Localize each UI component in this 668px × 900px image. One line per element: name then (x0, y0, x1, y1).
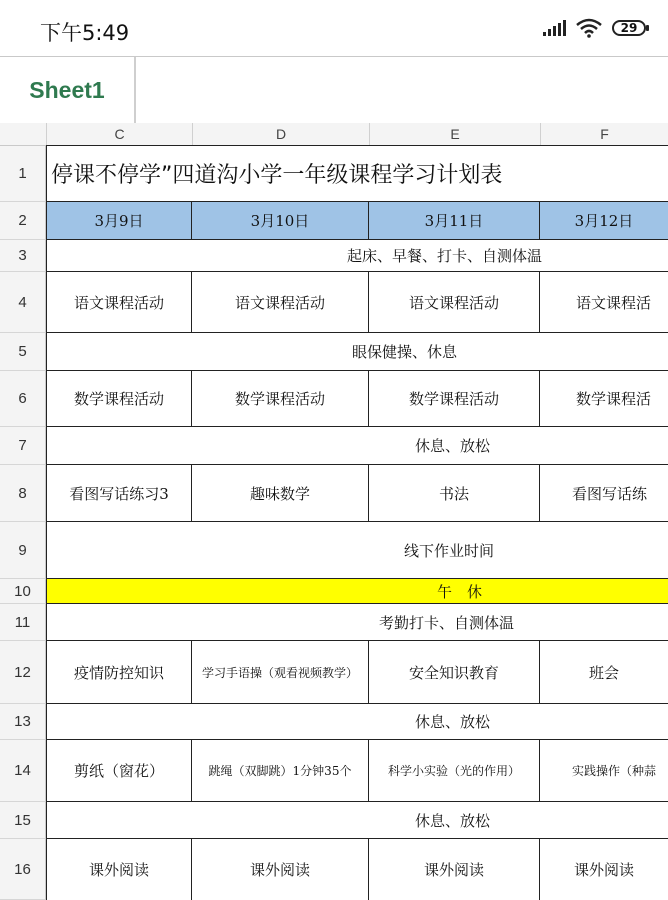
row-header-13[interactable]: 13 (0, 704, 46, 740)
cell-e12[interactable]: 安全知识教育 (369, 641, 540, 704)
select-all-corner[interactable] (0, 123, 46, 145)
row-header-12[interactable]: 12 (0, 641, 46, 704)
row-header-11[interactable]: 11 (0, 604, 46, 641)
cell-f4[interactable]: 语文课程活 (540, 272, 668, 333)
row-header-14[interactable]: 14 (0, 740, 46, 802)
date-cell-f2[interactable]: 3月12日 (540, 202, 668, 240)
merged-cell-row13[interactable] (47, 704, 668, 740)
cell-f12[interactable]: 班会 (540, 641, 668, 704)
cell-d4[interactable]: 语文课程活动 (192, 272, 369, 333)
cell-e6[interactable]: 数学课程活动 (369, 371, 540, 427)
merged-cell-row11-text: 考勤打卡、自测体温 (379, 613, 515, 632)
cell-d8[interactable]: 趣味数学 (192, 465, 369, 522)
row-header-2[interactable]: 2 (0, 202, 46, 240)
cell-d16[interactable]: 课外阅读 (192, 839, 369, 900)
cell-f14[interactable]: 实践操作（种蒜 (540, 740, 668, 802)
row-header-15[interactable]: 15 (0, 802, 46, 839)
cell-f16[interactable]: 课外阅读 (573, 861, 634, 879)
row-header-5[interactable]: 5 (0, 333, 46, 371)
cell-e16[interactable]: 课外阅读 (369, 839, 540, 900)
cell-f8[interactable]: 看图写话练 (540, 465, 668, 522)
row-header-7[interactable]: 7 (0, 427, 46, 465)
cell-c4[interactable]: 语文课程活动 (47, 272, 192, 333)
column-header-f[interactable]: F (540, 123, 668, 145)
column-header-e[interactable]: E (369, 123, 540, 145)
cell-f6[interactable]: 数学课程活 (540, 371, 668, 427)
battery-icon: 29 (612, 20, 646, 36)
column-header (0, 123, 668, 146)
sheet-tab-bar (0, 56, 668, 124)
merged-cell-row15-text: 休息、放松 (415, 811, 491, 830)
cell-c14[interactable]: 剪纸（窗花） (47, 740, 192, 802)
merged-cell-row15[interactable] (47, 802, 668, 839)
column-header-c[interactable]: C (46, 123, 192, 145)
row-header-10[interactable]: 10 (0, 579, 46, 604)
row-header-6[interactable]: 6 (0, 371, 46, 427)
signal-icon (543, 20, 566, 36)
lunch-break-text: 午 休 (437, 582, 483, 601)
cell-c8[interactable]: 看图写话练习3 (47, 465, 192, 522)
merged-cell-row13-text: 休息、放松 (415, 713, 491, 731)
cell-c12[interactable]: 疫情防控知识 (47, 641, 192, 704)
row-header-3[interactable]: 3 (0, 240, 46, 272)
status-time: 下午5:49 (40, 21, 130, 45)
cell-c16[interactable]: 课外阅读 (47, 839, 192, 900)
row-header-8[interactable]: 8 (0, 465, 46, 522)
merged-cell-row7[interactable] (47, 427, 668, 465)
column-header-d[interactable]: D (192, 123, 369, 145)
merged-cell-row9-text: 线下作业时间 (404, 541, 495, 560)
status-icons (543, 18, 646, 38)
merged-cell-row3[interactable] (47, 240, 668, 272)
merged-cell-row5-text: 眼保健操、休息 (352, 343, 458, 361)
wifi-icon (576, 18, 602, 38)
merged-cell-row11[interactable] (47, 604, 668, 641)
merged-cell-row5[interactable] (47, 333, 668, 371)
cell-e8[interactable]: 书法 (369, 465, 540, 522)
cell-e4[interactable]: 语文课程活动 (369, 272, 540, 333)
row-header-4[interactable]: 4 (0, 272, 46, 333)
cell-c6[interactable]: 数学课程活动 (47, 371, 192, 427)
date-cell-e2[interactable]: 3月11日 (369, 202, 540, 240)
date-cell-d2[interactable]: 3月10日 (192, 202, 369, 240)
lunch-break-cell[interactable] (47, 579, 668, 604)
row-header-1[interactable]: 1 (0, 146, 46, 202)
merged-cell-row9[interactable] (47, 522, 668, 579)
cell-d14[interactable]: 跳绳（双脚跳）1分钟35个 (192, 740, 369, 802)
merged-cell-row3-text: 起床、早餐、打卡、自测体温 (347, 247, 543, 265)
cell-e14[interactable]: 科学小实验（光的作用） (369, 740, 540, 802)
cell-d12[interactable]: 学习手语操（观看视频教学） (192, 641, 369, 704)
row-header-9[interactable]: 9 (0, 522, 46, 579)
date-cell-c2[interactable]: 3月9日 (47, 202, 192, 240)
sheet-tab-sheet1[interactable]: Sheet1 (0, 57, 136, 123)
sheet-title-cell[interactable]: 停课不停学”四道沟小学一年级课程学习计划表 (47, 146, 668, 202)
row-header-16[interactable]: 16 (0, 839, 46, 900)
merged-cell-row7-text: 休息、放松 (415, 437, 491, 455)
cell-d6[interactable]: 数学课程活动 (192, 371, 369, 427)
status-bar (0, 0, 668, 58)
